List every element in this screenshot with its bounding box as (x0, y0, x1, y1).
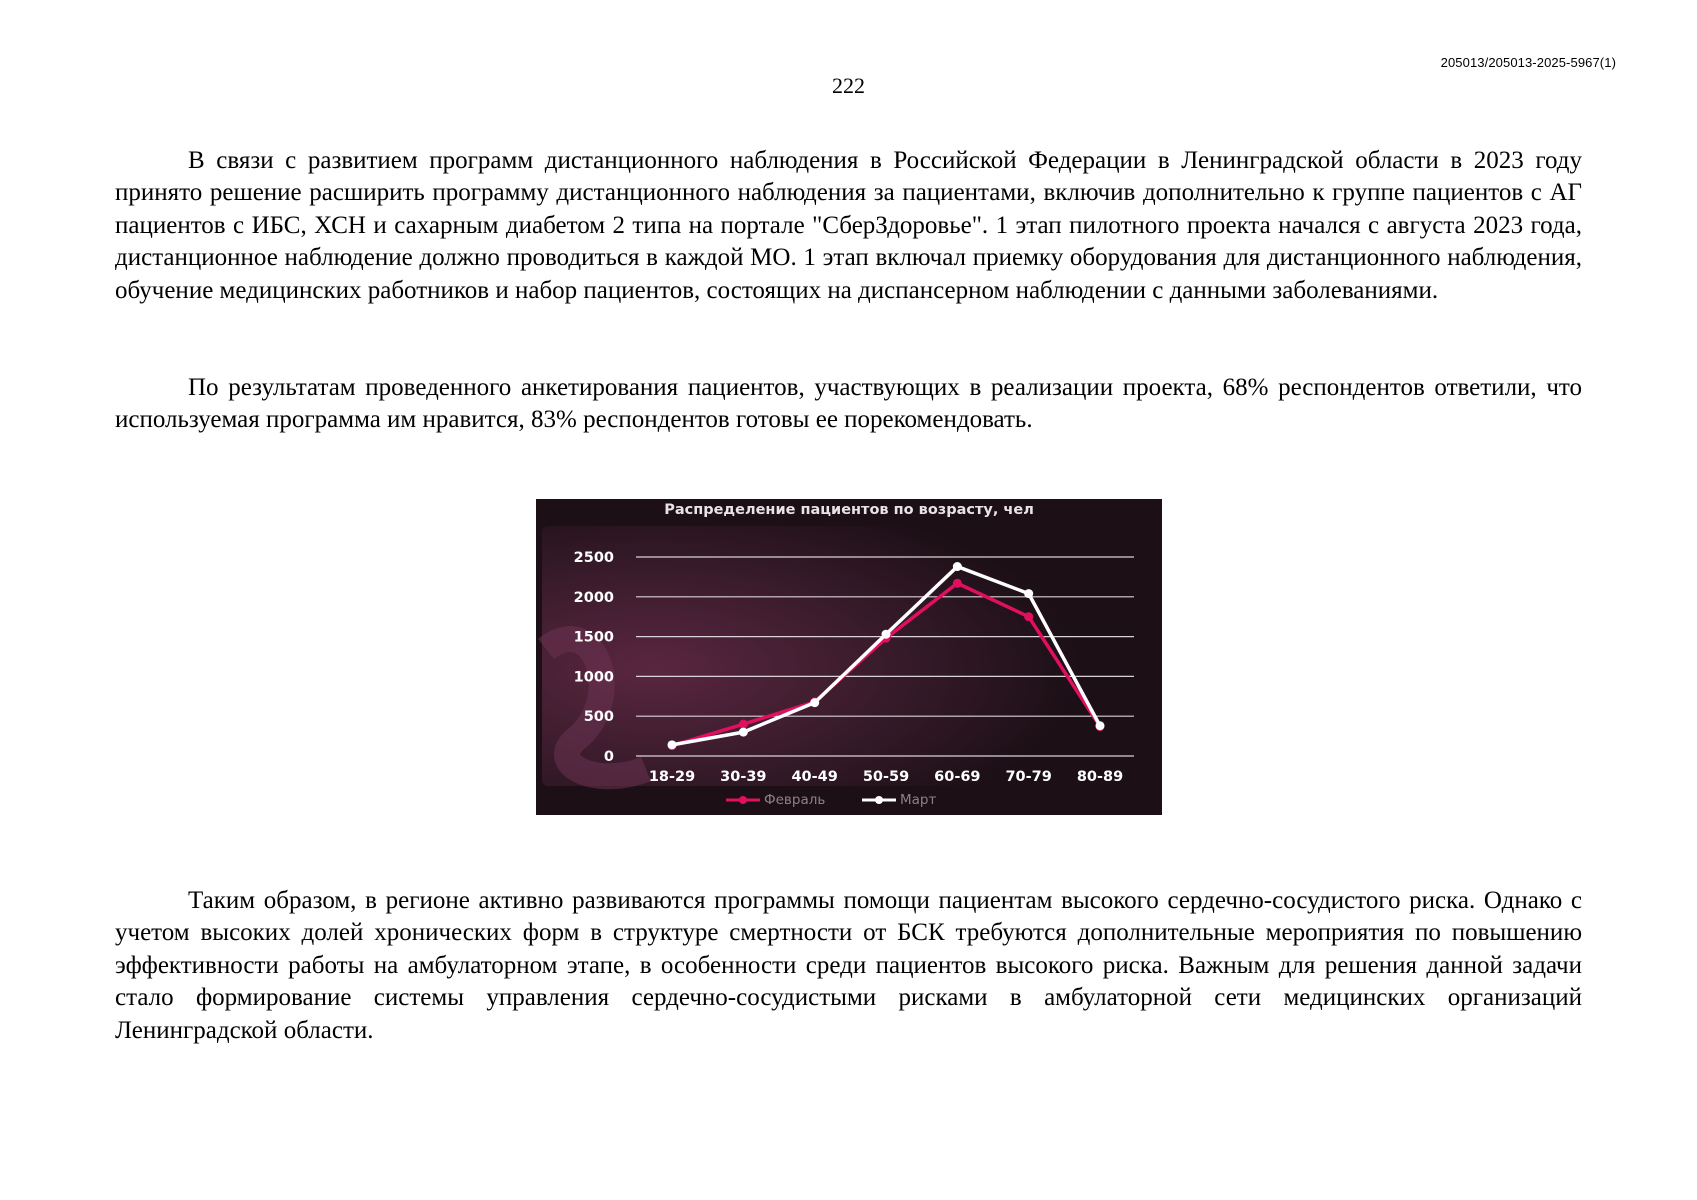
legend-label: Март (900, 792, 937, 808)
paragraph-conclusion: Таким образом, в регионе активно развиваются программы помощи пациентам высокого сердечно-сосудистого риска. Однако с учетом высоких долей хронических форм в структуре смертности от БСК требуются дополнительные мероприятия по повышению эффективности работы на амбулаторном этапе, в особенности среди пациентов высокого риска. Важным для решения данной задачи стало формирование системы управления сердечно-сосудистыми рисками в амбулаторной сети медицинских организаций Ленинградской области. (115, 887, 1582, 1044)
legend-swatch-marker (739, 796, 747, 804)
x-tick-label: 18-29 (648, 769, 696, 785)
document-code: 205013/205013-2025-5967(1) (1440, 55, 1616, 70)
legend-label: Февраль (764, 792, 826, 808)
legend-swatch-marker (875, 796, 883, 804)
data-point (739, 720, 748, 729)
page-number: 222 (832, 73, 865, 98)
x-tick-label: 40-49 (791, 769, 838, 785)
chart-svg (536, 499, 1162, 815)
y-tick-label: 2500 (573, 550, 614, 566)
y-tick-label: 1500 (573, 629, 614, 646)
age-distribution-chart (536, 499, 1162, 815)
y-tick-label: 1000 (573, 669, 614, 686)
x-tick-label: 70-79 (1005, 769, 1052, 785)
x-tick-label: 60-69 (934, 769, 981, 785)
paragraph-remote-monitoring: В связи с развитием программ дистанционного наблюдения в Российской Федерации в Ленинградской области в 2023 году принято решение расширить программу дистанционного наблюдения за пациентами, включив дополнительно к группе пациентов с АГ пациентов с ИБС, ХСН и сахарным диабетом 2 типа на портале "СберЗдоровье". 1 этап пилотного проекта начался с августа 2023 года, дистанционное наблюдение должно проводиться в каждой МО. 1 этап включал приемку оборудования для дистанционного наблюдения, обучение медицинских работников и набор пациентов, состоящих на диспансерном наблюдении с данными заболеваниями. (115, 147, 1582, 304)
data-point (1096, 721, 1105, 730)
data-point (810, 698, 819, 707)
data-point (1024, 612, 1033, 621)
y-tick-label: 500 (583, 709, 614, 726)
data-point (668, 740, 677, 749)
x-tick-label: 80-89 (1076, 769, 1124, 785)
paragraph-survey-results: По результатам проведенного анкетирования пациентов, участвующих в реализации проекта, 68% респондентов ответили, что используемая программа им нравится, 83% респондентов готовы ее порекомендовать. (115, 374, 1582, 434)
data-point (953, 579, 962, 588)
y-tick-label: 2000 (573, 589, 614, 606)
data-point (1024, 589, 1033, 598)
y-tick-label: 0 (603, 749, 614, 765)
x-tick-label: 30-39 (720, 769, 767, 785)
data-point (739, 728, 748, 737)
data-point (882, 630, 891, 639)
data-point (953, 562, 962, 571)
chart-title: Распределение пациентов по возрасту, чел (664, 502, 1034, 518)
x-tick-label: 50-59 (862, 769, 910, 785)
